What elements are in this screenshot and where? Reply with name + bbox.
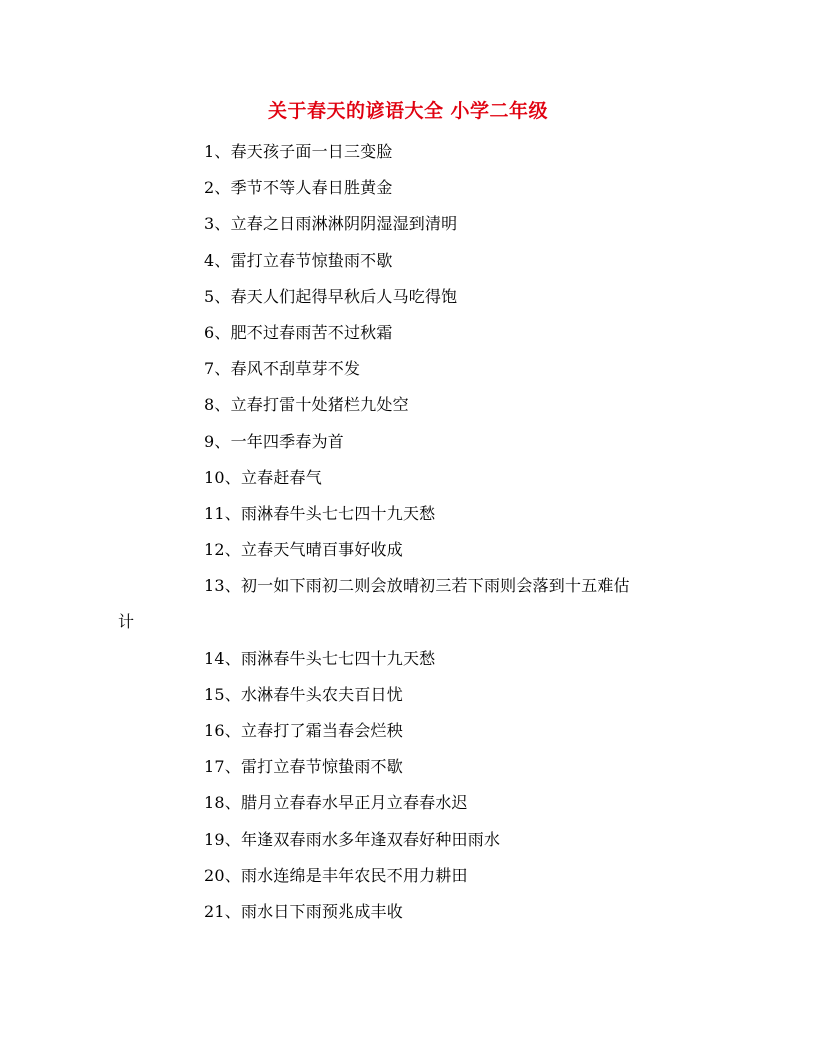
list-item-text: 16、立春打了霜当春会烂秧 [204, 721, 403, 741]
list-item-text: 12、立春天气晴百事好收成 [204, 540, 403, 560]
list-item-text: 15、水淋春牛头农夫百日忧 [204, 684, 403, 704]
list-item-text: 5、春天人们起得早秋后人马吃得饱 [204, 286, 458, 306]
list-item [0, 536, 816, 572]
list-item [0, 210, 816, 246]
list-item [0, 464, 816, 500]
list-item-text: 1、春天孩子面一日三变脸 [204, 142, 393, 161]
list-item-text: 17、雷打立春节惊蛰雨不歇 [204, 757, 403, 777]
list-item [0, 355, 816, 391]
list-item-text: 18、腊月立春春水早正月立春春水迟 [204, 793, 468, 813]
list-item-continuation: 计 [118, 612, 135, 632]
list-item [0, 247, 816, 283]
list-item [0, 753, 816, 789]
list-item [0, 428, 816, 464]
list-item [0, 138, 816, 174]
list-item [0, 391, 816, 427]
list-item-text: 14、雨淋春牛头七七四十九天愁 [204, 648, 436, 668]
list-item [0, 174, 816, 210]
list-item [0, 572, 816, 644]
list-item-text: 7、春风不刮草芽不发 [204, 359, 361, 379]
list-item-text: 6、肥不过春雨苦不过秋霜 [204, 322, 393, 342]
list-item [0, 681, 816, 717]
list-item-text: 21、雨水日下雨预兆成丰收 [204, 901, 403, 921]
list-item-text: 3、立春之日雨淋淋阴阴湿湿到清明 [204, 214, 458, 234]
list-item [0, 862, 816, 898]
list-item-text: 2、季节不等人春日胜黄金 [204, 178, 393, 198]
list-item [0, 645, 816, 681]
list-item [0, 898, 816, 934]
list-item-text: 19、年逢双春雨水多年逢双春好种田雨水 [204, 829, 501, 849]
list-item-text: 8、立春打雷十处猪栏九处空 [204, 395, 409, 415]
list-item-text: 13、初一如下雨初二则会放晴初三若下雨则会落到十五难估 [204, 576, 630, 596]
list-item-text: 11、雨淋春牛头七七四十九天愁 [204, 503, 436, 523]
list-item-text: 4、雷打立春节惊蛰雨不歇 [204, 250, 393, 270]
proverb-list [0, 138, 816, 934]
list-item [0, 283, 816, 319]
list-item [0, 789, 816, 825]
list-item-text: 10、立春赶春气 [204, 467, 322, 487]
list-item [0, 500, 816, 536]
list-item [0, 319, 816, 355]
list-item-text: 9、一年四季春为首 [204, 431, 344, 451]
list-item [0, 717, 816, 753]
list-item-text: 20、雨水连绵是丰年农民不用力耕田 [204, 865, 468, 885]
list-item [0, 826, 816, 862]
document-title: 关于春天的谚语大全 小学二年级 [267, 100, 549, 122]
